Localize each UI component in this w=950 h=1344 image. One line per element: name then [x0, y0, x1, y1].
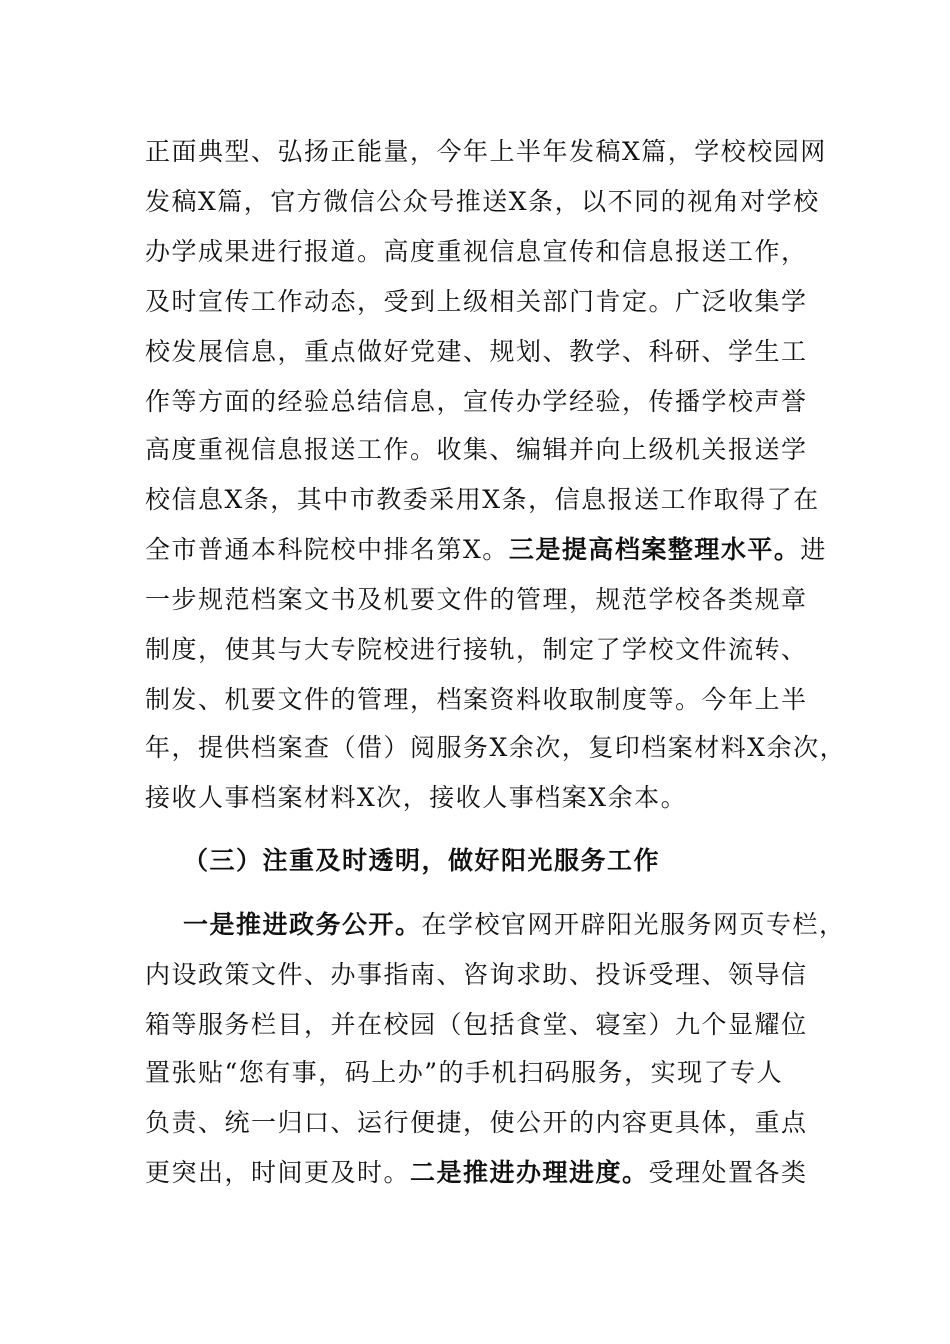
paragraph-line: 校发展信息，重点做好党建、规划、教学、科研、学生工	[145, 337, 808, 366]
section-heading: （三）注重及时透明，做好阳光服务工作	[183, 846, 661, 875]
paragraph-text: 全市普通本科院校中排名第X。	[145, 535, 509, 564]
paragraph-line: 及时宣传工作动态，受到上级相关部门肯定。广泛收集学	[145, 287, 808, 316]
paragraph-line: 发稿X篇，官方微信公众号推送X条，以不同的视角对学校	[145, 187, 820, 216]
paragraph-line: 作等方面的经验总结信息，宣传办学经验，传播学校声誉	[145, 387, 808, 416]
paragraph-line: 制度，使其与大专院校进行接轨，制定了学校文件流转、	[145, 635, 808, 664]
bold-lead-phrase: 二是推进办理进度。	[410, 1158, 649, 1187]
paragraph-line: 年，提供档案查（借）阅服务X余次，复印档案材料X余次，	[145, 733, 847, 762]
paragraph-text: 更突出，时间更及时。	[145, 1158, 411, 1187]
paragraph-line: 负责、统一归口、运行便捷，使公开的内容更具体，重点	[145, 1108, 808, 1137]
paragraph-line: 校信息X条，其中市教委采用X条，信息报送工作取得了在	[145, 485, 820, 514]
bold-lead-phrase: 三是提高档案整理水平。	[508, 535, 801, 564]
paragraph-text: 受理处置各类	[648, 1158, 808, 1187]
paragraph-line: 制发、机要文件的管理，档案资料收取制度等。今年上半	[145, 685, 808, 714]
paragraph-line-mixed	[145, 1148, 825, 1198]
paragraph-line: 一步规范档案文书及机要文件的管理，规范学校各类规章	[145, 585, 808, 614]
paragraph-line: 办学成果进行报道。高度重视信息宣传和信息报送工作，	[145, 237, 808, 266]
paragraph-line-mixed	[145, 525, 825, 575]
paragraph-line: 内设政策文件、办事指南、咨询求助、投诉受理、领导信	[145, 960, 808, 989]
paragraph-text: 进	[800, 535, 827, 564]
paragraph-line-mixed	[183, 900, 846, 950]
bold-lead-phrase: 一是推进政务公开。	[183, 910, 422, 939]
paragraph-line: 箱等服务栏目，并在校园（包括食堂、寝室）九个显耀位	[145, 1010, 808, 1039]
paragraph-line: 高度重视信息报送工作。收集、编辑并向上级机关报送学	[145, 435, 808, 464]
paragraph-line: 接收人事档案材料X次，接收人事档案X余本。	[145, 783, 688, 812]
paragraph-text: 在学校官网开辟阳光服务网页专栏，	[421, 910, 846, 939]
paragraph-line: 置张贴“您有事，码上办”的手机扫码服务，实现了专人	[145, 1058, 784, 1087]
paragraph-line: 正面典型、弘扬正能量，今年上半年发稿X篇，学校校园网	[145, 137, 827, 166]
